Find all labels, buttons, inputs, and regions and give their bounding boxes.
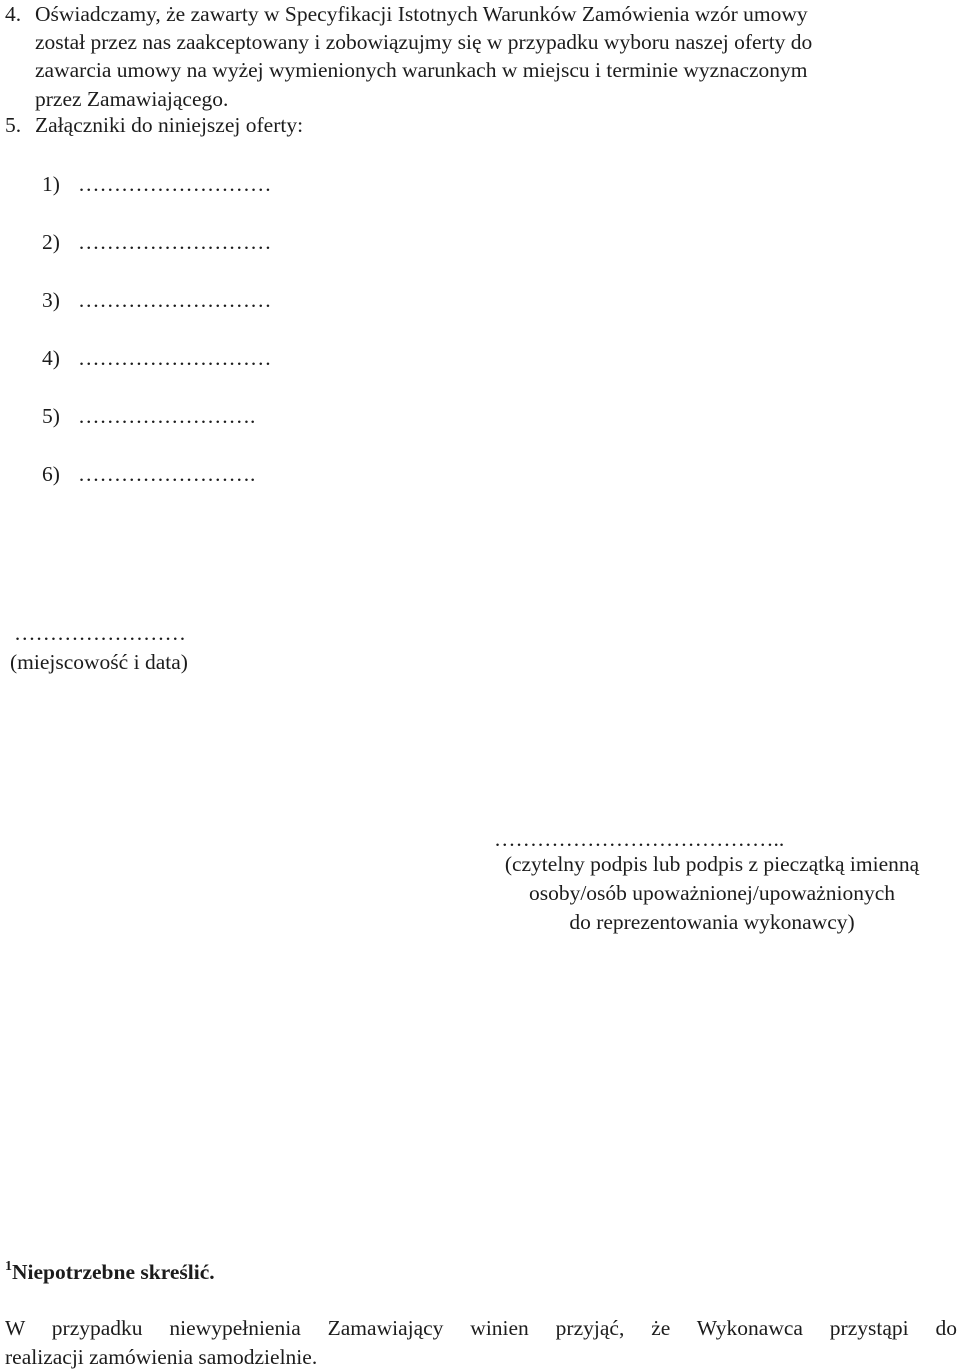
attachment-label: 3): [42, 288, 60, 312]
place-date-label: (miejscowość i data): [10, 650, 188, 674]
signature-caption-line: do reprezentowania wykonawcy): [569, 910, 855, 934]
attachment-label: 6): [42, 462, 60, 486]
final-note: [5, 1314, 957, 1371]
signature-caption-line: (czytelny podpis lub podpis z pieczątką imienną: [504, 852, 920, 876]
signature-caption-line: osoby/osób upoważnionej/upoważnionych: [528, 881, 896, 905]
attachment-item: [42, 402, 255, 430]
attachment-dots: …………………….: [78, 462, 256, 486]
section-5-text: Załączniki do niniejszej oferty:: [35, 113, 304, 137]
footnote-marker: 1: [5, 1259, 12, 1274]
final-note-line: realizacji zamówienia samodzielnie.: [5, 1344, 318, 1369]
place-date-dots: ……………………: [14, 621, 186, 645]
attachment-item: [42, 286, 272, 314]
attachment-dots: ………………………: [78, 346, 272, 370]
attachment-label: 4): [42, 346, 60, 370]
section-4-line: zawarcia umowy na wyżej wymienionych warunkach w miejscu i terminie wyznaczonym: [35, 58, 808, 83]
section-5-heading: [5, 111, 303, 139]
attachment-dots: ………………………: [78, 288, 272, 312]
attachment-dots: ………………………: [78, 172, 272, 196]
section-4-line: przez Zamawiającego.: [35, 86, 229, 111]
attachment-item: [42, 228, 272, 256]
section-4-line: został przez nas zaakceptowany i zobowiązujmy się w przypadku wyboru naszej oferty do: [35, 30, 813, 55]
attachment-item: [42, 344, 272, 372]
footnote: [5, 1252, 215, 1287]
section-5-number: 5.: [5, 113, 22, 137]
attachment-item: [42, 170, 272, 198]
signature-dots: …………………………………..: [494, 827, 785, 851]
final-note-line: W przypadku niewypełnienia Zamawiający winien przyjąć, że Wykonawca przystąpi do: [5, 1316, 957, 1340]
footnote-text: Niepotrzebne skreślić.: [12, 1260, 215, 1284]
attachment-dots: …………………….: [78, 404, 256, 428]
attachment-item: [42, 460, 255, 488]
attachment-label: 2): [42, 230, 60, 254]
section-4-number: 4.: [5, 2, 22, 26]
attachment-label: 1): [42, 172, 60, 196]
section-4-paragraph: [5, 0, 957, 113]
attachment-dots: ………………………: [78, 230, 272, 254]
signature-caption: [462, 850, 960, 937]
attachment-label: 5): [42, 404, 60, 428]
section-4-line: Oświadczamy, że zawarty w Specyfikacji Istotnych Warunków Zamówienia wzór umowy: [35, 2, 808, 26]
